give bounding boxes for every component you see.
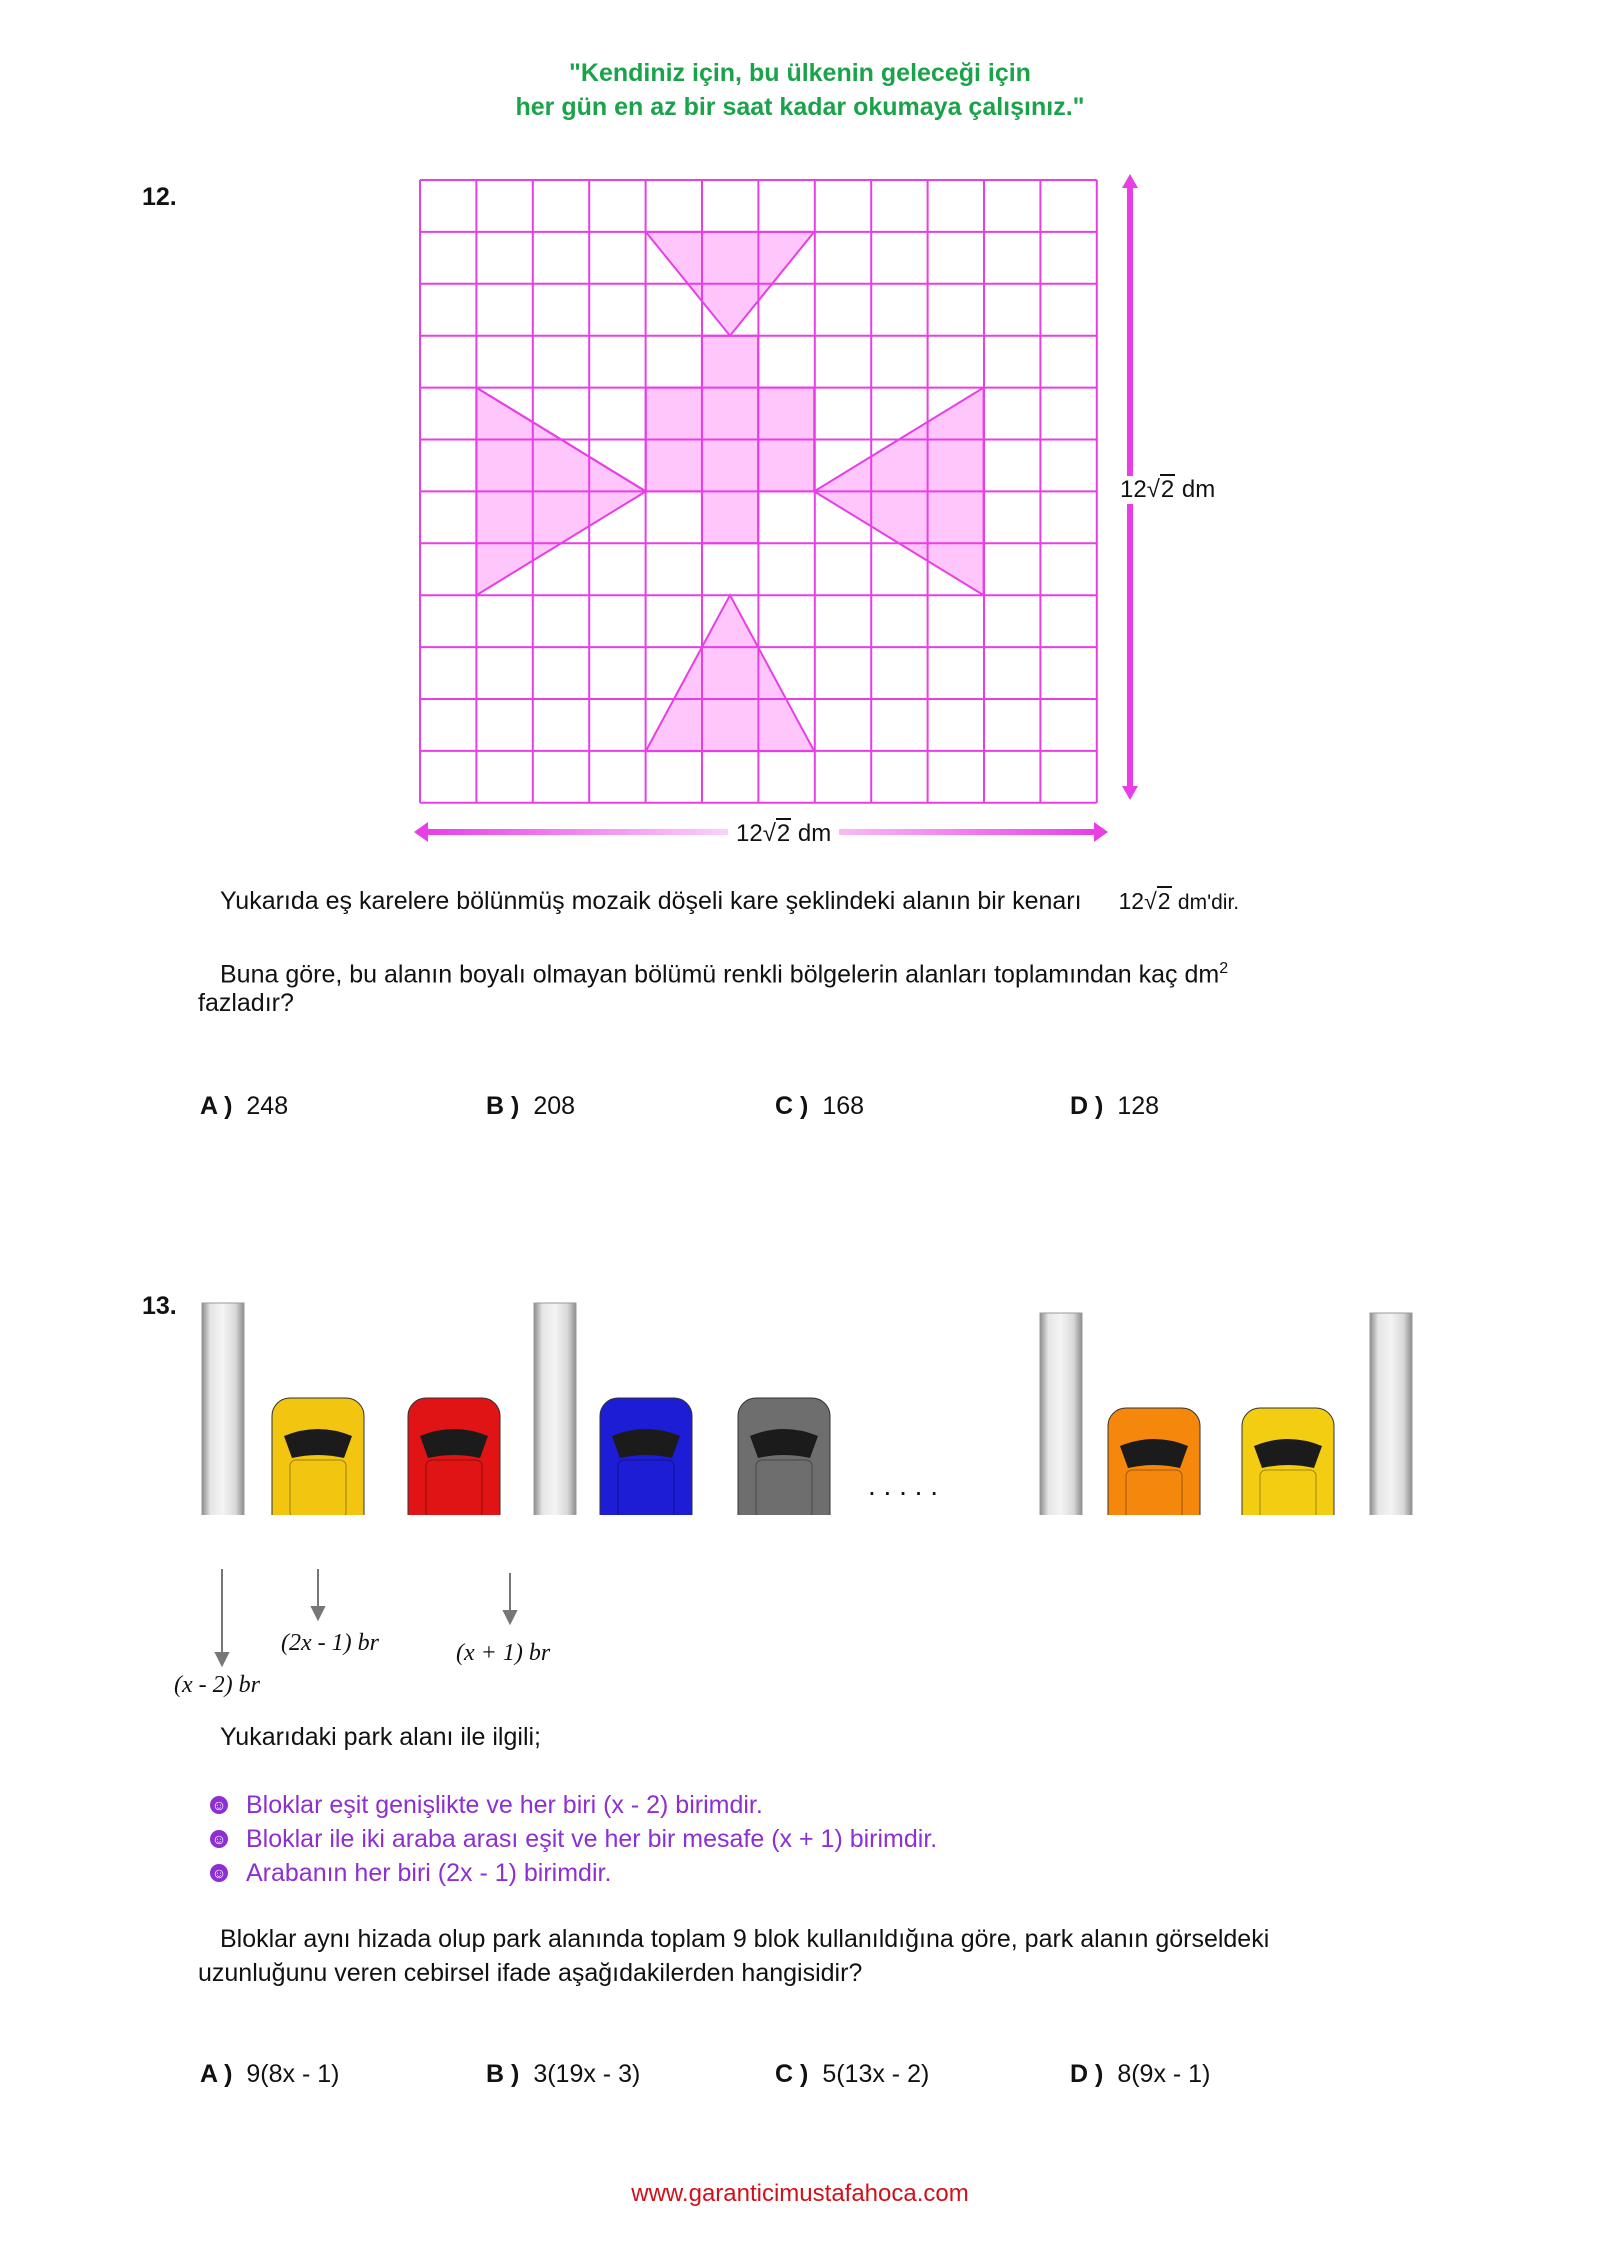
- label-block-width: (x - 2) br: [174, 1672, 260, 1698]
- q13-bullet-list: [200, 1788, 937, 1890]
- bullet-item: [200, 1788, 937, 1822]
- q12-paragraph-1: [220, 884, 1420, 920]
- motivational-quote: [0, 56, 1600, 124]
- q13-choice-d[interactable]: [1070, 2060, 1210, 2089]
- p1-coef: 12: [1118, 888, 1145, 914]
- mosaic-grid-lines: [420, 180, 1097, 803]
- quote-line-2: her gün en az bir saat kadar okumaya çalışınız.": [515, 93, 1085, 121]
- q13-choice-a[interactable]: [200, 2060, 340, 2089]
- q12-choice-b[interactable]: [486, 1092, 575, 1121]
- parking-figure: [180, 1295, 1470, 1515]
- bullet-item: [200, 1856, 937, 1890]
- q12-p2-sup: 2: [1219, 960, 1229, 977]
- choice-letter: C ): [775, 2060, 809, 2088]
- q12-p2-line1: Buna göre, bu alanın boyalı olmayan bölümü renkli bölgelerin alanları toplamından kaç dm: [220, 960, 1220, 989]
- q12-p2-line2: fazladır?: [198, 989, 294, 1017]
- car: [1108, 1408, 1200, 1515]
- choice-value: 168: [822, 1092, 865, 1120]
- q12-choice-a[interactable]: [200, 1092, 288, 1121]
- question-13-number: 13.: [142, 1292, 177, 1320]
- q12-p1-text: Yukarıda eş karelere bölünmüş mozaik döşeli kare şeklindeki alanın bir kenarı: [220, 887, 1082, 915]
- horizontal-side-label: [728, 820, 839, 848]
- car: [600, 1398, 692, 1515]
- sqrt-symbol: √2: [1146, 476, 1175, 503]
- car: [738, 1398, 830, 1515]
- side-label-coef: 12: [736, 820, 763, 847]
- car: [1242, 1408, 1334, 1515]
- choice-letter: C ): [775, 1092, 809, 1120]
- q13-question-line2: uzunluğunu veren cebirsel ifade aşağıdakilerden hangisidir?: [198, 1959, 863, 1987]
- smiley-icon: ☺: [211, 1797, 227, 1813]
- block-pillar: [202, 1303, 244, 1515]
- choice-letter: D ): [1070, 2060, 1104, 2088]
- bullet-text: Bloklar eşit genişlikte ve her biri (x - 2) birimdir.: [246, 1791, 763, 1819]
- q13-choice-c[interactable]: [775, 2060, 929, 2089]
- label-gap-width: (x + 1) br: [456, 1640, 551, 1666]
- side-label-root: 2: [776, 820, 791, 847]
- smiley-icon: ☺: [211, 1865, 227, 1881]
- side-label-root: 2: [1160, 476, 1175, 503]
- choice-letter: A ): [200, 1092, 233, 1120]
- q12-choice-c[interactable]: [775, 1092, 864, 1121]
- car: [408, 1398, 500, 1515]
- choice-value: 9(8x - 1): [246, 2060, 340, 2088]
- choice-letter: A ): [200, 2060, 233, 2088]
- quote-line-1: "Kendiniz için, bu ülkenin geleceği için: [569, 59, 1031, 87]
- question-12-number: 12.: [142, 183, 177, 211]
- bullet-text: Arabanın her biri (2x - 1) birimdir.: [246, 1859, 612, 1887]
- choice-value: 208: [533, 1092, 576, 1120]
- block-pillar: [1040, 1313, 1082, 1515]
- side-label-coef: 12: [1120, 476, 1147, 503]
- side-label-unit: dm: [797, 820, 832, 847]
- choice-value: 248: [246, 1092, 289, 1120]
- q13-intro: Yukarıdaki park alanı ile ilgili;: [220, 1723, 541, 1751]
- side-label-unit: dm: [1181, 476, 1216, 503]
- p1-root: 2: [1157, 888, 1171, 914]
- choice-letter: B ): [486, 1092, 520, 1120]
- p1-unit: dm'dir.: [1177, 891, 1240, 914]
- footer-url[interactable]: www.garanticimustafahoca.com: [631, 2180, 969, 2207]
- choice-value: 8(9x - 1): [1117, 2060, 1211, 2088]
- choice-value: 128: [1117, 1092, 1160, 1120]
- label-car-width: (2x - 1) br: [281, 1630, 379, 1656]
- sqrt-symbol: √2: [1144, 888, 1171, 914]
- smiley-icon: ☺: [211, 1831, 227, 1847]
- sqrt-symbol: √2: [762, 820, 791, 847]
- block-pillar: [1370, 1313, 1412, 1515]
- car: [272, 1398, 364, 1515]
- q12-choice-d[interactable]: [1070, 1092, 1159, 1121]
- choice-letter: D ): [1070, 1092, 1104, 1120]
- q13-question-line1: Bloklar aynı hizada olup park alanında toplam 9 blok kullanıldığına göre, park alanın görseldeki: [220, 1925, 1270, 1953]
- q12-p1-value: [1119, 888, 1240, 914]
- bottom-triangle: [646, 595, 814, 751]
- bullet-item: [200, 1822, 937, 1856]
- choice-value: 3(19x - 3): [533, 2060, 641, 2088]
- block-pillar: [534, 1303, 576, 1515]
- choice-value: 5(13x - 2): [822, 2060, 930, 2088]
- bullet-text: Bloklar ile iki araba arası eşit ve her bir mesafe (x + 1) birimdir.: [246, 1825, 938, 1853]
- q13-choice-b[interactable]: [486, 2060, 640, 2089]
- vertical-side-label: [1120, 476, 1215, 504]
- choice-letter: B ): [486, 2060, 520, 2088]
- ellipsis-dots: . . . . .: [868, 1470, 939, 1501]
- q12-paragraph-2: [220, 952, 1420, 991]
- mosaic-figure: [410, 170, 1240, 850]
